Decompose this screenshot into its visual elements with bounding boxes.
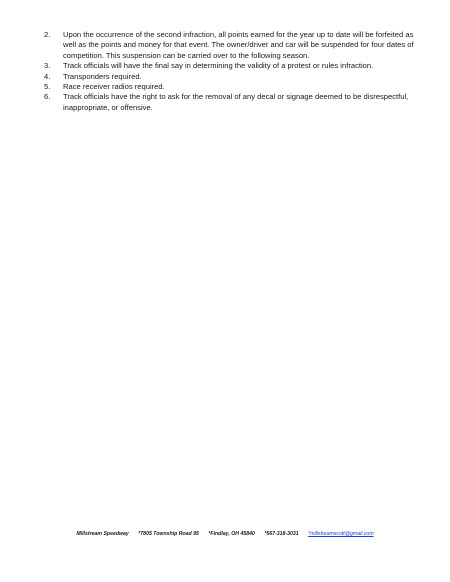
footer-address: *7805 Township Road 95 <box>138 531 199 537</box>
rules-list <box>44 30 416 113</box>
rule-number: 2. <box>44 30 51 39</box>
rule-item <box>44 61 416 71</box>
rule-number: 5. <box>44 82 51 92</box>
rule-text: Upon the occurrence of the second infraction, all points earned for the year up to date will be forfeited as well as the points and money for that event. The owner/driver and car will be suspended for four dates of competition. This suspension can be carried over to the following season. <box>63 30 414 60</box>
rule-item <box>44 92 416 113</box>
page-footer <box>0 531 450 537</box>
rule-number: 6. <box>44 92 51 102</box>
rule-item <box>44 82 416 92</box>
rule-item <box>44 72 416 82</box>
rule-text: Race receiver radios required. <box>63 82 165 92</box>
footer-name: Millstream Speedway <box>76 531 129 537</box>
footer-city: *Findlay, OH 45840 <box>208 531 255 537</box>
footer-phone: *567-318-3031 <box>264 531 299 537</box>
rule-number: 3. <box>44 61 51 71</box>
rule-text: Track officials will have the final say in determining the validity of a protest or rules infraction. <box>63 61 374 71</box>
rule-number: 4. <box>44 71 51 81</box>
rule-text: Transponders required. <box>63 71 142 81</box>
rule-item <box>44 30 416 61</box>
rule-text: Track officials have the right to ask for the removal of any decal or signage deemed to be disrespectful, inappropriate, or offensive. <box>63 92 409 112</box>
footer-email-link[interactable]: *millstreamscott@gmail.com <box>308 531 374 537</box>
